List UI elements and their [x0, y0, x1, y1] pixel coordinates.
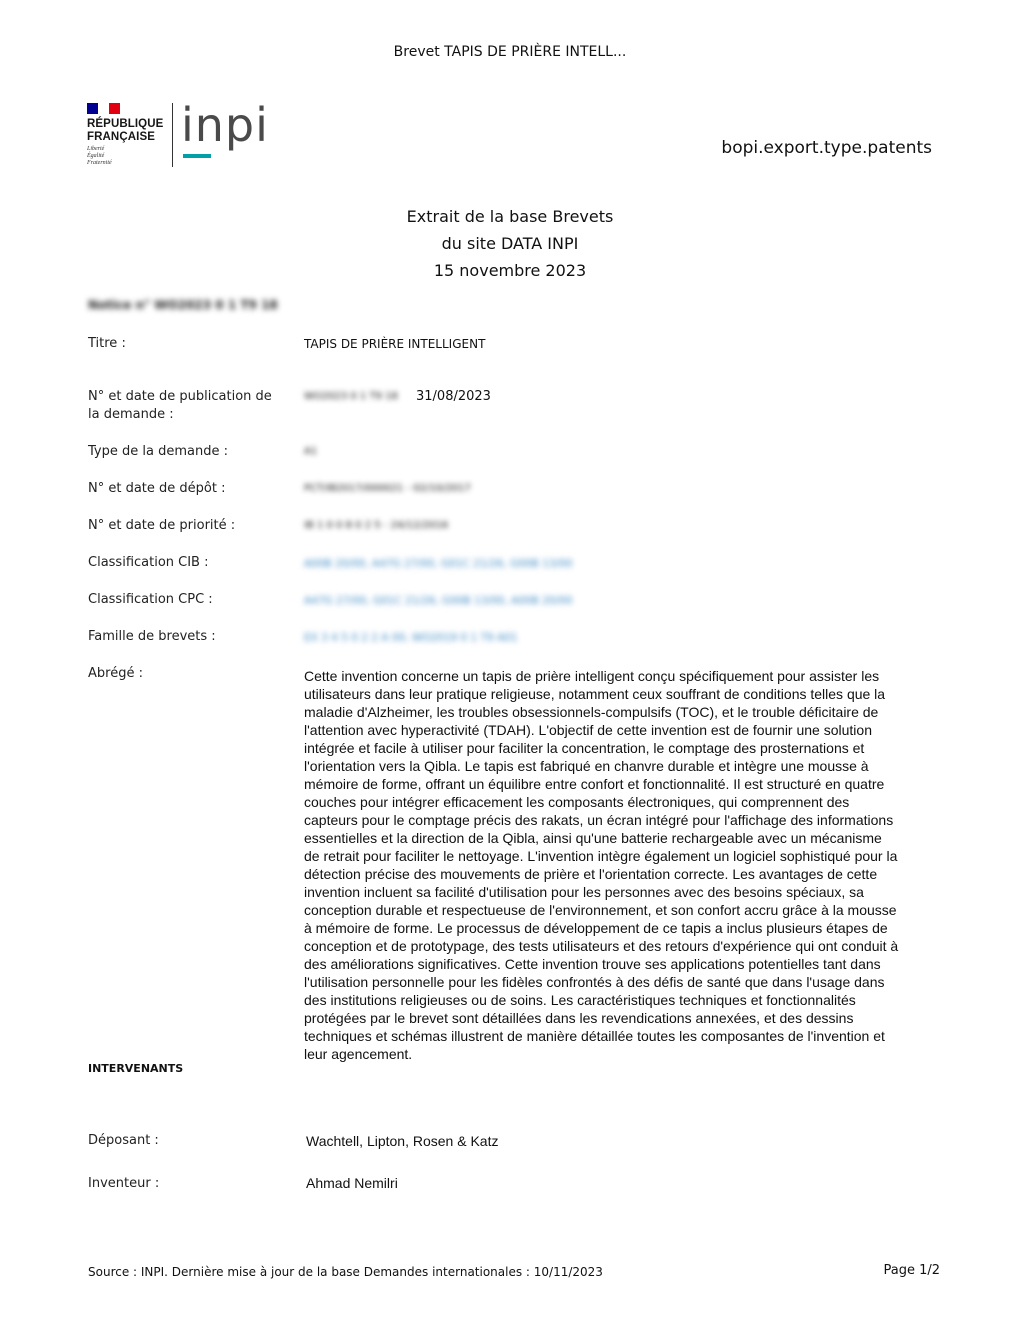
cib-label: Classification CIB : [88, 555, 209, 570]
famille-label: Famille de brevets : [88, 629, 216, 644]
abrege-label: Abrégé : [88, 666, 143, 681]
inventeur-value: Ahmad Nemilri [306, 1175, 398, 1191]
extract-title-line-1: Extrait de la base Brevets [406, 207, 614, 226]
republique-francaise-text [87, 118, 163, 143]
extract-title-line-2: du site DATA INPI [441, 234, 579, 253]
logo-divider [172, 103, 173, 167]
inpi-logo [87, 100, 277, 172]
publication-label: N° et date de publication de la demande : [88, 389, 272, 422]
inpi-accent-bar [183, 154, 211, 158]
type-value: A1 [304, 446, 318, 457]
republic-line-2: FRANÇAISE [87, 130, 155, 143]
titre-value: TAPIS DE PRIÈRE INTELLIGENT [304, 337, 486, 351]
republic-line-1: RÉPUBLIQUE [87, 118, 164, 130]
document-header-title: Brevet TAPIS DE PRIÈRE INTELL... [393, 44, 627, 60]
cpc-value-link[interactable]: A47G 27/00, G01C 21/26, G00B 13/00, A00B 20/00 [304, 595, 573, 607]
intervenants-heading: INTERVENANTS [88, 1062, 184, 1075]
motto-line-1: Liberté [87, 146, 105, 152]
french-flag-icon [87, 103, 120, 114]
flag-red-stripe [109, 103, 120, 114]
deposant-value: Wachtell, Lipton, Rosen & Katz [306, 1133, 499, 1149]
priorite-value: IB 1 0 0 8 0 2 5 - 24/12/2016 [304, 520, 449, 531]
export-type-label: bopi.export.type.patents [721, 138, 932, 158]
flag-blue-stripe [87, 103, 98, 114]
republic-motto [87, 146, 112, 167]
inpi-wordmark: inpi [181, 98, 269, 152]
type-label: Type de la demande : [88, 444, 228, 459]
extract-title [0, 203, 1020, 284]
extract-title-line-3: 15 novembre 2023 [433, 261, 587, 280]
motto-line-3: Fraternité [87, 160, 112, 166]
deposant-label: Déposant : [88, 1133, 159, 1148]
page-number: Page 1/2 [883, 1263, 940, 1278]
depot-value: PCT/IB2017/000021 - 02/10/2017 [304, 483, 471, 494]
titre-label: Titre : [88, 336, 126, 351]
famille-value-link[interactable]: EX 3 4 5 0 2 2 A 00, WO2019 0 1 T9 A01 [304, 632, 518, 644]
publication-date: 31/08/2023 [416, 389, 491, 404]
footer-source: Source : INPI. Dernière mise à jour de la base Demandes internationales : 10/11/2023 [88, 1265, 603, 1279]
priorite-label: N° et date de priorité : [88, 518, 236, 533]
cib-value-link[interactable]: A00B 20/00, A47G 27/00, G01C 21/26, G00B 13/00 [304, 558, 573, 570]
depot-label: N° et date de dépôt : [88, 481, 226, 496]
inventeur-label: Inventeur : [88, 1176, 160, 1191]
flag-white-stripe [98, 103, 109, 114]
publication-number: WO2023 0 1 T9 18 [304, 391, 398, 402]
abstract-text: Cette invention concerne un tapis de prière intelligent conçu spécifiquement pour assister les utilisateurs dans leur pratique religieuse, notamment ceux souffrant de conditions telles que la maladie d'Alzheimer, les troubles obsessionnels-compulsifs (TOC), et le trouble déficitaire de l'attention avec hyperactivité (TDAH). L'objectif de cette invention est de fournir une solution intégrée et facile à utiliser pour faciliter la concentration, le comptage des prosternations et l'orientation vers la Qibla. Le tapis est fabriqué en chanvre durable et intègre une mousse à mémoire de forme, offrant un équilibre entre confort et fonctionnalité. Il est structuré en quatre couches pour intégrer efficacement les composants électroniques, qui comprennent des capteurs pour le comptage précis des rakats, un écran intégré pour l'affichage des informations essentielles et la direction de la Qibla, ainsi qu'une batterie rechargeable avec un mécanisme de retrait pour faciliter le nettoyage. L'invention intègre également un logiciel sophistiqué pour la détection précise des mouvements de prière et l'orientation correcte. Les avantages de cette invention incluent sa facilité d'utilisation pour les personnes avec des besoins spéciaux, sa conception durable et respectueuse de l'environnement, et son confort accru grâce à la mousse à mémoire de forme. Le processus de développement de ce tapis a inclus plusieurs étapes de conception et de prototypage, des tests utilisateurs et des retours d'expérience qui ont conduit à des améliorations significatives. Cette invention trouve ses applications potentielles tant dans l'utilisation personnelle pour les fidèles confrontés à des défis de santé que dans l'usage dans des institutions religieuses ou de soins. Les caractéristiques techniques et fonctionnalités protégées par le brevet sont détaillées dans les revendications annexées, et des dessins techniques et schémas illustrent de manière détaillée toutes les composantes de l'invention et leur agencement. [304, 668, 899, 1062]
motto-line-2: Égalité [87, 153, 105, 159]
cpc-label: Classification CPC : [88, 592, 213, 607]
notice-number: Notice n° WO2023 0 1 T9 18 [88, 298, 278, 312]
